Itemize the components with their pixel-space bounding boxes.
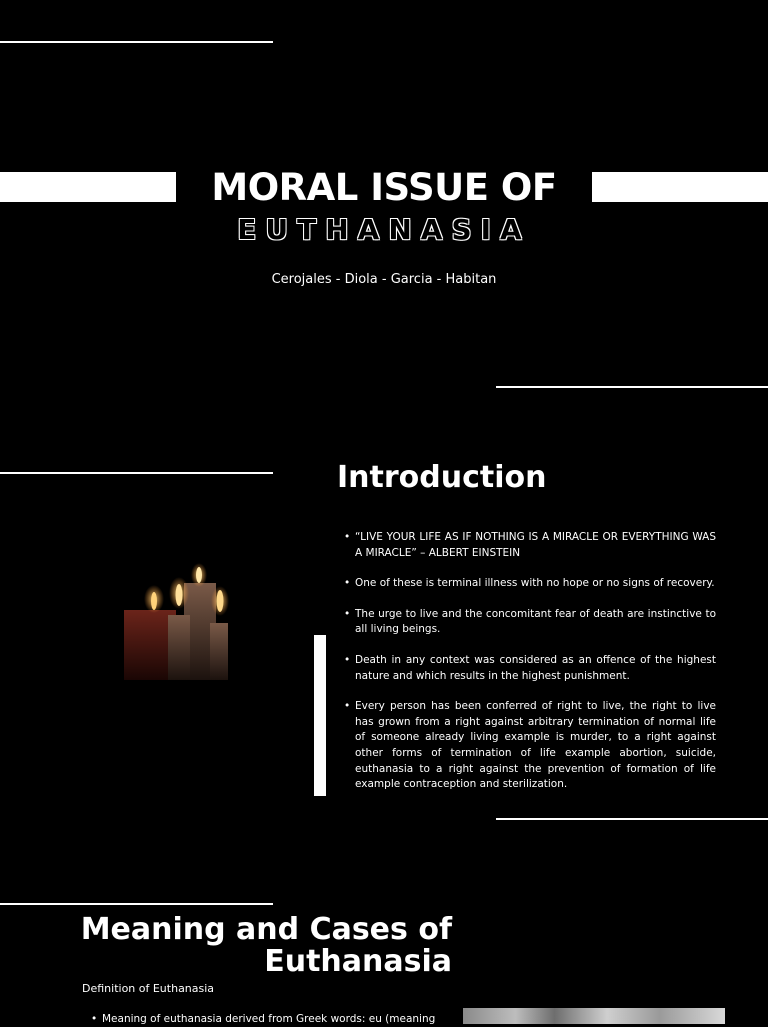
- list-item: • “LIVE YOUR LIFE AS IF NOTHING IS A MIRACLE OR EVERYTHING WAS A MIRACLE” – ALBERT EINSTEIN: [355, 530, 716, 561]
- introduction-list: [355, 530, 716, 808]
- introduction-heading: Introduction: [337, 460, 547, 495]
- divider-line-top: [0, 41, 273, 43]
- meaning-heading-line1: Meaning and Cases of: [80, 912, 452, 947]
- flame-3: [196, 567, 202, 583]
- candles-image: [110, 555, 240, 685]
- candle-right: [210, 623, 228, 680]
- divider-line-right-2: [496, 818, 768, 820]
- flame-2: [176, 584, 183, 606]
- list-item: • The urge to live and the concomitant fear of death are instinctive to all living beings.: [355, 607, 716, 638]
- page-subtitle: EUTHANASIA: [237, 213, 531, 246]
- list-item: • Death in any context was considered as an offence of the highest nature and which results in the highest punishment.: [355, 653, 716, 684]
- meaning-list: [102, 1012, 454, 1027]
- meaning-heading: [60, 914, 452, 978]
- definition-label: Definition of Euthanasia: [82, 982, 215, 995]
- divider-line-right-1: [496, 386, 768, 388]
- divider-line-left-1: [0, 472, 273, 474]
- flame-1: [151, 592, 157, 610]
- list-item: • One of these is terminal illness with no hope or no signs of recovery.: [355, 576, 716, 592]
- flame-4: [217, 590, 224, 612]
- photo-partial: [463, 1008, 725, 1024]
- divider-line-left-2: [0, 903, 273, 905]
- meaning-heading-line2: Euthanasia: [264, 944, 452, 979]
- vertical-accent-bar: [314, 635, 326, 796]
- list-item: • Every person has been conferred of right to live, the right to live has grown from a right against arbitrary termination of normal life of someone already living example is murder, to a right against other forms of termination of life example abortion, suicide, euthanasia to a right against the prevention of formation of life example contraception and sterilization.: [355, 699, 716, 793]
- authors-line: Cerojales - Diola - Garcia - Habitan: [271, 272, 497, 287]
- list-item: • Meaning of euthanasia derived from Greek words: eu (meaning: [102, 1012, 454, 1027]
- page-title: MORAL ISSUE OF: [211, 166, 557, 209]
- candle-middle: [168, 615, 190, 680]
